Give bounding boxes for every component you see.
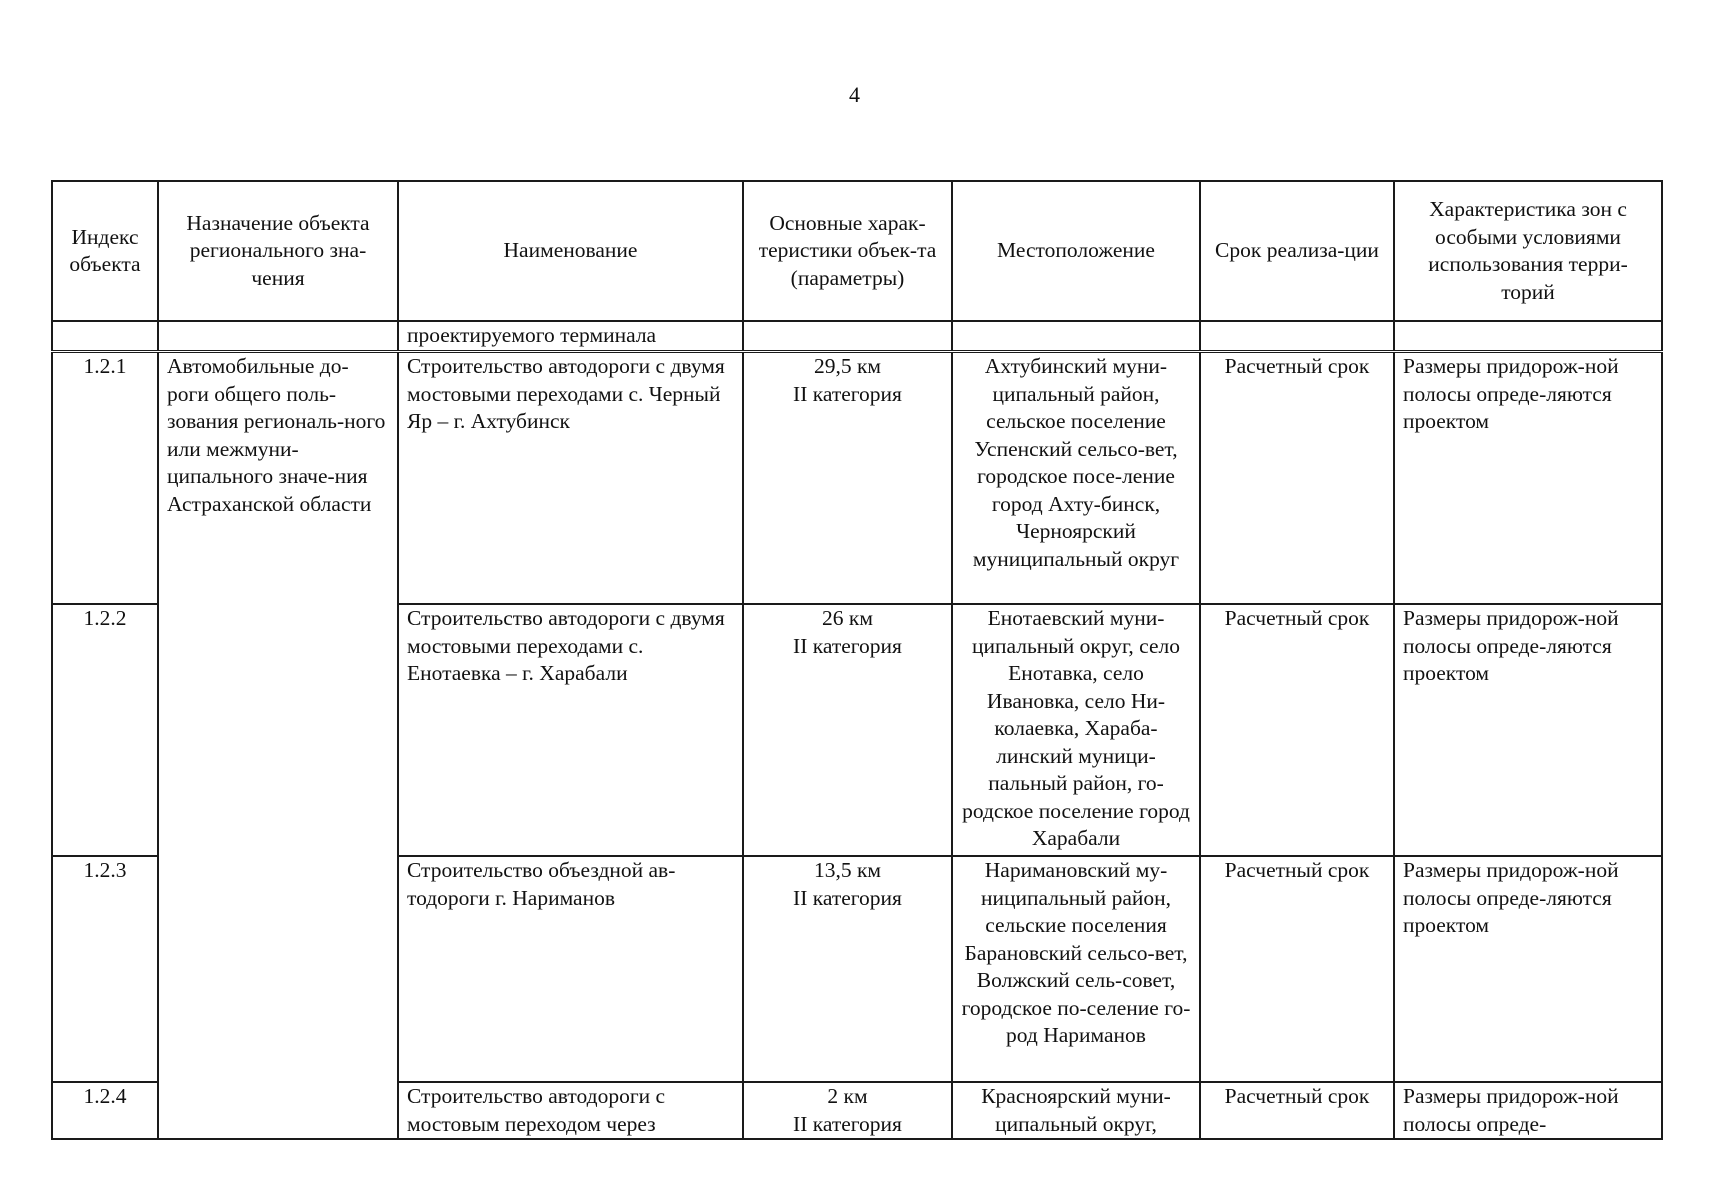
- object-index: 1.2.4: [52, 1082, 158, 1139]
- header-parameters: Основные харак-теристики объек-та (параметры): [743, 181, 952, 321]
- object-category: II категория: [793, 885, 902, 910]
- object-length: 13,5 км: [813, 858, 882, 882]
- object-name: Строительство автодороги с мостовым переходом через: [398, 1082, 743, 1139]
- objects-table: [51, 180, 1663, 1140]
- header-location: Местоположение: [952, 181, 1200, 321]
- header-row: [52, 181, 1662, 321]
- object-zone: Размеры придорож-ной полосы опреде-ляются проектом: [1394, 856, 1662, 1082]
- object-category: II категория: [793, 1111, 902, 1136]
- continuation-zones-cell: [1394, 321, 1662, 352]
- continuation-term-cell: [1200, 321, 1394, 352]
- header-term: Срок реализа-ции: [1200, 181, 1394, 321]
- object-location: Енотаевский муни-ципальный округ, село Енотавка, село Ивановка, село Ни-колаевка, Хараба-линский муници-пальный район, го-родское поселение город Харабали: [952, 604, 1200, 856]
- table-row: [52, 352, 1662, 605]
- object-parameters: [743, 1082, 952, 1139]
- object-length: 29,5 км: [813, 354, 882, 378]
- continuation-location-cell: [952, 321, 1200, 352]
- object-category: II категория: [793, 381, 902, 406]
- object-name: Строительство объездной ав-тодороги г. Нариманов: [398, 856, 743, 1082]
- page-number: 4: [849, 82, 860, 107]
- object-term: Расчетный срок: [1200, 604, 1394, 856]
- continuation-row: [52, 321, 1662, 352]
- object-location: Красноярский муни-ципальный округ,: [952, 1082, 1200, 1139]
- header-index: Индекс объекта: [52, 181, 158, 321]
- object-index: 1.2.3: [52, 856, 158, 1082]
- object-zone: Размеры придорож-ной полосы опреде-ляются проектом: [1394, 352, 1662, 605]
- object-parameters: [743, 856, 952, 1082]
- object-name: Строительство автодороги с двумя мостовыми переходами с. Черный Яр – г. Ахтубинск: [398, 352, 743, 605]
- continuation-index-cell: [52, 321, 158, 352]
- continuation-name-cell: проектируемого терминала: [398, 321, 743, 352]
- object-category: II категория: [793, 633, 902, 658]
- object-index: 1.2.1: [52, 352, 158, 605]
- object-length: 2 км: [827, 1084, 868, 1108]
- object-term: Расчетный срок: [1200, 1082, 1394, 1139]
- object-purpose: Автомобильные до-роги общего поль-зования региональ-ного или межмуни-ципального значе-ния Астраханской области: [158, 352, 398, 1140]
- object-parameters: [743, 604, 952, 856]
- object-zone: Размеры придорож-ной полосы опреде-ляются проектом: [1394, 604, 1662, 856]
- object-index: 1.2.2: [52, 604, 158, 856]
- object-location: Ахтубинский муни-ципальный район, сельское поселение Успенский сельсо-вет, городское посе-ление город Ахту-бинск, Черноярский муниципальный округ: [952, 352, 1200, 605]
- continuation-parameters-cell: [743, 321, 952, 352]
- header-name: Наименование: [398, 181, 743, 321]
- object-parameters: [743, 352, 952, 605]
- object-length: 26 км: [822, 606, 873, 630]
- object-name: Строительство автодороги с двумя мостовыми переходами с. Енотаевка – г. Харабали: [398, 604, 743, 856]
- object-zone: Размеры придорож-ной полосы опреде-: [1394, 1082, 1662, 1139]
- header-zones: Характеристика зон с особыми условиями использования терри-торий: [1394, 181, 1662, 321]
- object-term: Расчетный срок: [1200, 352, 1394, 605]
- continuation-purpose-cell: [158, 321, 398, 352]
- header-purpose: Назначение объекта регионального зна-чения: [158, 181, 398, 321]
- object-location: Наримановский му-ниципальный район, сельские поселения Барановский сельсо-вет, Волжский сель-совет, городское по-селение го-род Нариманов: [952, 856, 1200, 1082]
- object-term: Расчетный срок: [1200, 856, 1394, 1082]
